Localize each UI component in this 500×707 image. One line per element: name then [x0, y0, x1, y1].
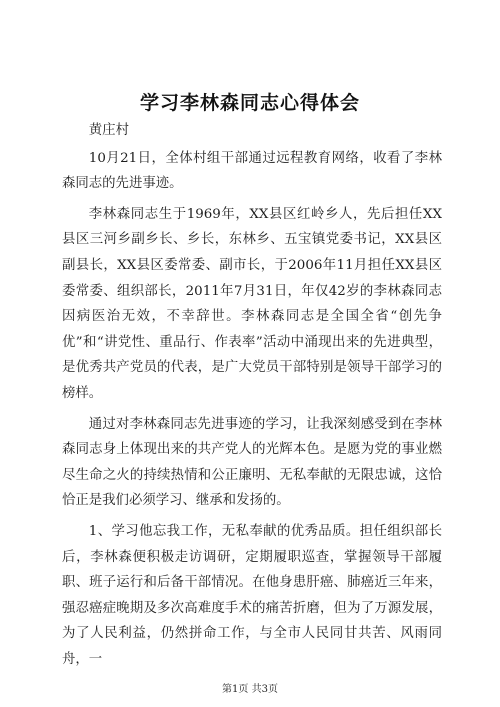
- document-title: 学习李林森同志心得体会: [139, 92, 360, 114]
- paragraph: 李林森同志生于1969年，XX县区红岭乡人，先后担任XX县区三河乡副乡长、乡长，东林乡、五宝镇党委书记，XX县区副县长，XX县区委常委、副市长，于2006年11月担任XX县区委常委、组织部长，2011年7月31日，年仅42岁的李林森同志因病医治无效，不幸辞世。李林森同志是全国全省“创先争优”和“讲党性、重品行、作表率”活动中涌现出来的先进典型，是优秀共产党员的代表，是广大党员干部特别是领导干部学习的榜样。: [62, 206, 442, 401]
- paragraph: 通过对李林森同志先进事迹的学习，让我深刻感受到在李林森同志身上体现出来的共产党人的光辉本色。是愿为党的事业燃尽生命之火的持续热情和公正廉明、无私奉献的无限忠诚，这恰恰正是我们必须学习、继承和发扬的。: [62, 416, 442, 509]
- author-line: 黄庄村: [88, 123, 129, 138]
- paragraph: 1、学习他忘我工作，无私奉献的优秀品质。担任组织部长后，李林森便积极走访调研，定期履职巡查，掌握领导干部履职、班子运行和后备干部情况。在他身患肝癌、肺癌近三年来，强忍癌症晚期及多次高难度手术的痛苦折磨，但为了万源发展，为了人民利益，仍然拼命工作，与全市人民同甘共苦、风雨同舟，一: [62, 523, 442, 667]
- page-number-footer: 第1页 共3页: [222, 684, 278, 695]
- document-body: [62, 118, 442, 677]
- paragraph: 10月21日，全体村组干部通过远程教育网络，收看了李林森同志的先进事迹。: [62, 150, 442, 192]
